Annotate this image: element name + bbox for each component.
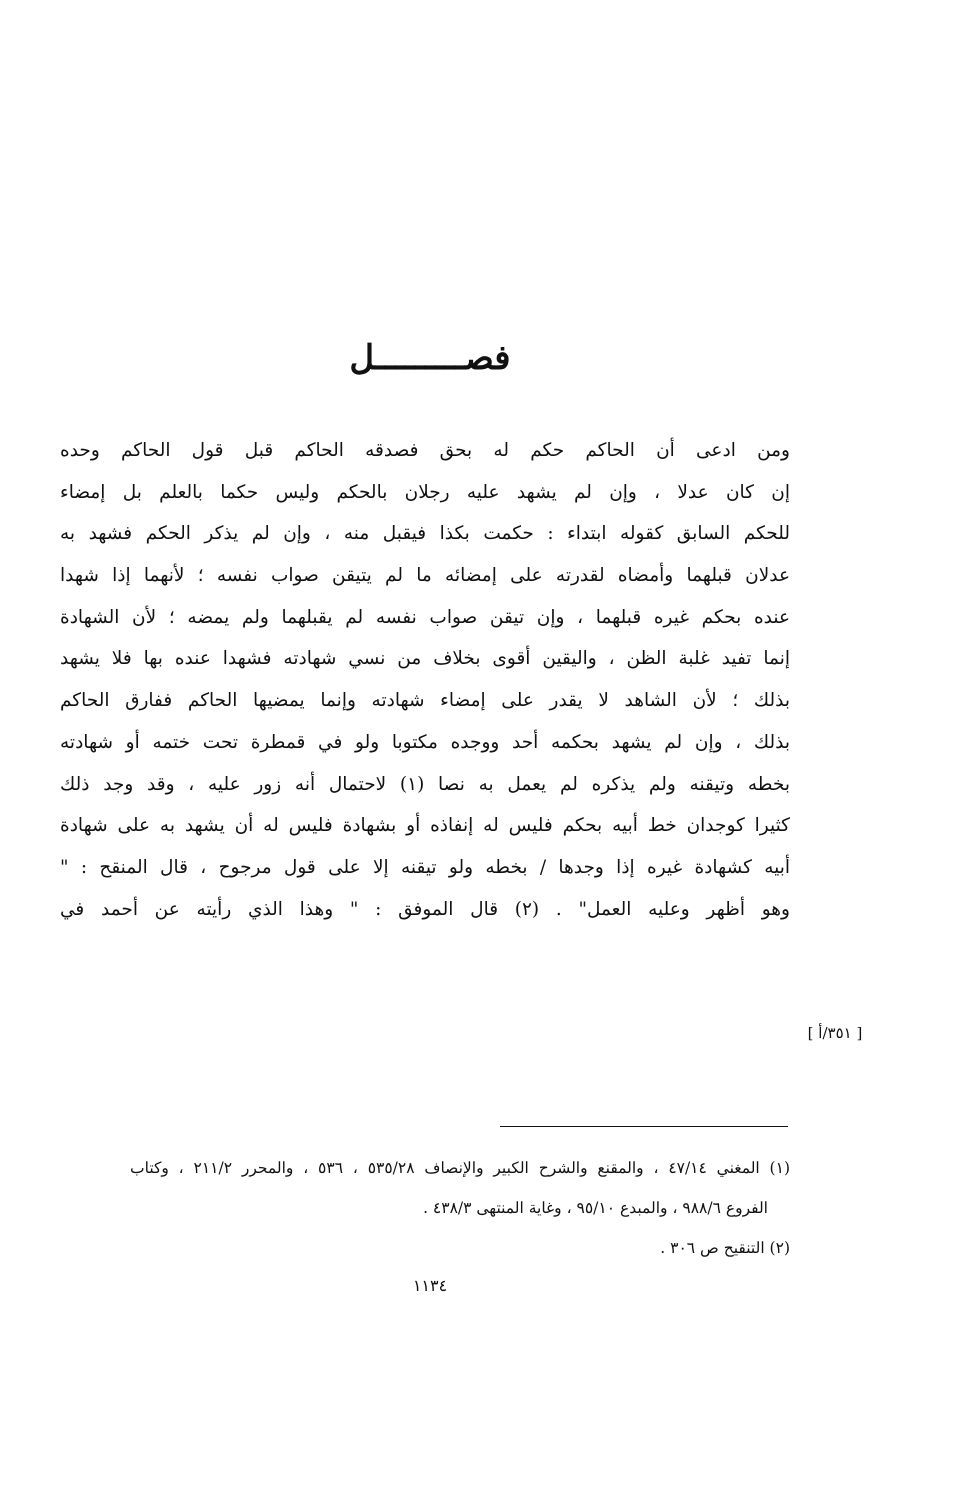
text-line: بذلك ؛ لأن الشاهد لا يقدر على إمضاء شهادته وإنما يمضيها الحاكم ففارق الحاكم (60, 690, 790, 712)
footnote-2: (٢) التنقيح ص ٣٠٦ . (660, 1239, 790, 1257)
footnotes (130, 1148, 790, 1268)
main-text (60, 430, 790, 930)
text-line: ومن ادعى أن الحاكم حكم له بحق فصدقه الحاكم قبل قول الحاكم وحده (60, 440, 790, 461)
page-number: ١١٣٤ (412, 1276, 448, 1295)
text-line: بخطه وتيقنه ولم يذكره لم يعمل به نصا (١) لاحتمال أنه زور عليه ، وقد وجد ذلك (60, 773, 790, 795)
text-line: كثيرا كوجدان خط أبيه بحكم فليس له إنفاذه أو بشهادة فليس له أن يشهد به على شهادة (60, 815, 790, 837)
footnote-divider (500, 1126, 788, 1127)
text-line: إنما تفيد غلبة الظن ، واليقين أقوى بخلاف من نسي شهادته فشهدا عنده بها فلا يشهد (60, 648, 790, 670)
text-line: للحكم السابق كقوله ابتداء : حكمت بكذا فيقبل منه ، وإن لم يذكر الحكم فشهد به (60, 523, 790, 545)
text-line: عنده بحكم غيره قبلهما ، وإن تيقن صواب نفسه لم يقبلهما ولم يمضه ؛ لأن الشهادة (60, 606, 790, 628)
text-line: بذلك ، وإن لم يشهد بحكمه أحد ووجده مكتوبا ولو في قمطرة تحت ختمه أو شهادته (60, 731, 790, 753)
footnote-1-line-2: الفروع ٩٨٨/٦ ، والمبدع ٩٥/١٠ ، وغاية المنتهى ٤٣٨/٣ . (423, 1199, 768, 1217)
section-heading: فصـــــــــل (349, 338, 511, 378)
text-line: عدلان قبلهما وأمضاه لقدرته على إمضائه ما لم يتيقن صواب نفسه ؛ لأنهما إذا شهدا (60, 565, 790, 587)
footnote-1-line-1: (١) المغني ٤٧/١٤ ، والمقنع والشرح الكبير والإنصاف ٥٣٥/٢٨ ، ٥٣٦ ، والمحرر ٢١١/٢ ، وكتاب (130, 1159, 790, 1177)
manuscript-folio-marker: [ ٣٥١/أ ] (807, 1024, 863, 1042)
text-line: إن كان عدلا ، وإن لم يشهد عليه رجلان بالحكم وليس حكما بالعلم بل إمضاء (60, 481, 790, 503)
text-line: وهو أظهر وعليه العمل" . (٢) قال الموفق : " وهذا الذي رأيته عن أحمد في (60, 898, 790, 920)
text-line: أبيه كشهادة غيره إذا وجدها / بخطه ولو تيقنه إلا على قول مرجوح ، قال المنقح : " (60, 856, 790, 878)
